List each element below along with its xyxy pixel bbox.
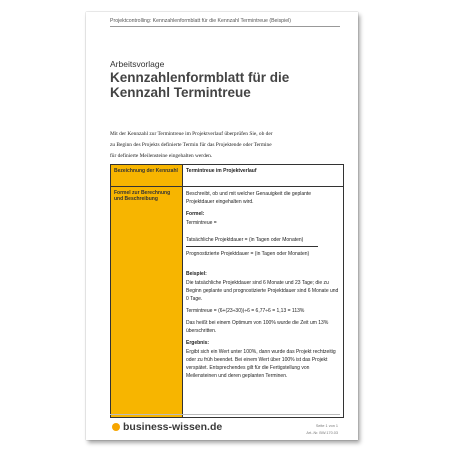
kennzahl-table xyxy=(110,164,344,418)
page-footer-info xyxy=(306,423,338,437)
description-text: Beschreibt, ob und mit welcher Genauigkeit die geplante Projektdauer eingehalten wird. xyxy=(186,191,312,206)
formula-block xyxy=(186,190,340,381)
article-number: Art.-Nr. BW.170.03 xyxy=(306,431,338,435)
formel-lhs: Termintreue = xyxy=(186,220,217,227)
beispiel-text: Die tatsächliche Projektdauer sind 6 Monate und 23 Tage; die zu Beginn geplante und prognostizierte Projektdauer sind 6 Monate und 0 Tage. xyxy=(186,279,339,303)
intro-line-3: für definierte Meilensteine eingehalten werden. xyxy=(110,153,213,159)
beispiel-heading: Beispiel: xyxy=(186,270,207,277)
row-label-formel: Formel zur Berechnung und Beschreibung xyxy=(111,187,183,418)
row-value-formel xyxy=(183,187,344,418)
footer-divider xyxy=(110,414,340,415)
intro-paragraph xyxy=(110,129,330,162)
header-divider xyxy=(110,26,340,27)
document-subtitle: Arbeitsvorlage xyxy=(110,59,165,69)
beispiel-calc: Termintreue = (6+(23÷30))÷6 = 6,77÷6 = 1,13 = 113% xyxy=(186,308,305,315)
beispiel-note: Das heißt bei einem Optimum von 100% wurde die Zeit um 13% überschritten. xyxy=(186,319,329,334)
intro-line-2: zu Beginn des Projekts definierte Termin für das Projektende oder Termine xyxy=(110,142,272,148)
table-row xyxy=(111,187,344,418)
title-line-1: Kennzahlenformblatt für die xyxy=(110,70,290,85)
formel-heading: Formel: xyxy=(186,210,205,217)
intro-line-1: Mit der Kennzahl zur Termintreue im Projektverlauf überprüfen Sie, ob der xyxy=(110,131,273,137)
title-line-2: Kennzahl Termintreue xyxy=(110,85,251,100)
ergebnis-text: Ergibt sich ein Wert unter 100%, dann wurde das Projekt rechtzeitig oder zu früh beendet. Bei einem Wert über 100% ist das Projekt verspätet. Entsprechendes gilt für die Fertigstellung von Meilensteinen und deren geplanten Terminen. xyxy=(186,348,336,380)
row-label-bezeichnung: Bezeichnung der Kennzahl xyxy=(111,165,183,187)
table-row xyxy=(111,165,344,187)
fraction-line xyxy=(186,246,318,247)
document-page xyxy=(86,12,358,440)
document-title xyxy=(110,70,340,100)
logo-dot-icon xyxy=(112,423,120,431)
business-wissen-logo xyxy=(112,421,222,433)
logo-text: business-wissen.de xyxy=(123,421,223,433)
ergebnis-heading: Ergebnis: xyxy=(186,339,210,346)
page-number: Seite 1 von 1 xyxy=(315,424,338,428)
row-value-bezeichnung: Termintreue im Projektverlauf xyxy=(183,165,344,187)
page-header: Projektcontrolling: Kennzahlenformblatt für die Kennzahl Termintreue (Beispiel) xyxy=(110,18,291,24)
formel-numerator: Tatsächliche Projektdauer = (in Tagen oder Monaten) xyxy=(186,237,304,244)
formel-denominator: Prognostizierte Projektdauer = (in Tagen oder Monaten) xyxy=(186,250,310,257)
